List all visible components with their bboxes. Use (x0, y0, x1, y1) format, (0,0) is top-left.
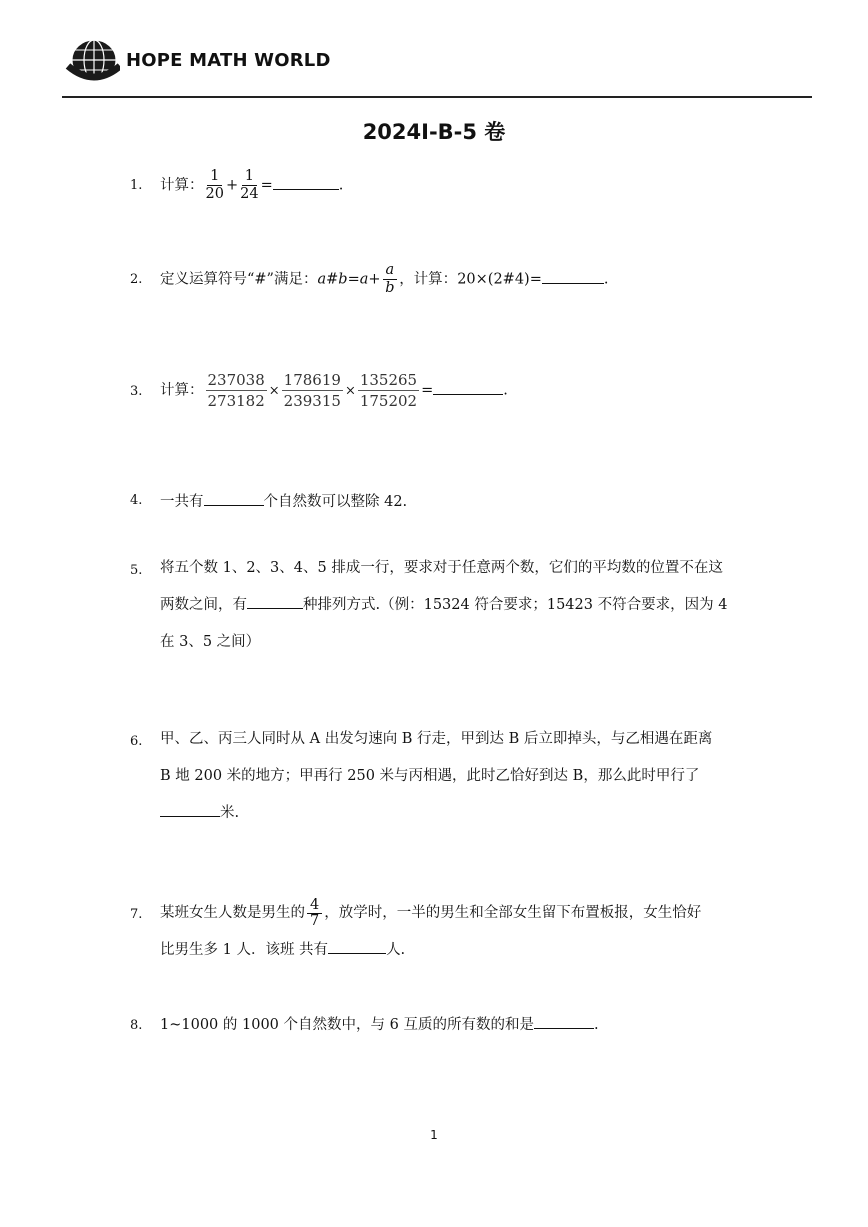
question-number: 1. (130, 178, 143, 193)
answer-blank[interactable] (433, 394, 503, 395)
period: . (603, 271, 609, 288)
def-a: a (359, 271, 369, 288)
times-sign: × (344, 383, 356, 399)
q7-text: 某班女生人数是男生的 (160, 905, 305, 921)
fraction (206, 370, 267, 411)
answer-blank[interactable] (328, 953, 386, 954)
q7-text: 比男生多 1 人．该班 共有 (160, 942, 329, 958)
question-number: 8. (130, 1018, 143, 1033)
globe-logo-icon (64, 36, 120, 86)
numerator: 1 (207, 168, 222, 186)
header-rule (62, 96, 812, 98)
denominator: 7 (310, 912, 320, 929)
numerator: 4 (307, 898, 322, 914)
q5-line: 将五个数 1、2、3、4、5 排成一行，要求对于任意两个数，它们的平均数的位置不在这 (160, 560, 723, 576)
numerator: 178619 (283, 371, 341, 389)
plus-sign: + (368, 271, 381, 288)
fraction (282, 370, 343, 411)
question-2 (160, 262, 608, 297)
numerator: 1 (242, 168, 257, 186)
question-4 (160, 484, 407, 521)
question-7 (160, 895, 810, 969)
q6-line: 甲、乙、丙三人同时从 A 出发匀速向 B 行走，甲到达 B 后立即掉头，与乙相遇在距离 (160, 731, 713, 747)
question-5 (160, 550, 810, 661)
numerator: 237038 (207, 371, 265, 389)
q7-line (160, 932, 810, 969)
q5-text: 种排列方式.（例：15324 符合要求；15423 不符合要求，因为 4 (303, 597, 728, 613)
answer-blank[interactable] (542, 283, 604, 284)
q5-text: 两数之间，有 (160, 597, 247, 613)
times-sign: × (268, 383, 280, 399)
q6-text: 米. (220, 805, 240, 821)
page-title: 2024I-B-5 卷 (362, 120, 506, 144)
question-number: 2. (130, 272, 143, 287)
denominator: 20 (205, 186, 224, 202)
fraction (358, 370, 419, 411)
q4-text: 一共有 (160, 494, 204, 510)
fraction (206, 168, 224, 203)
answer-blank[interactable] (273, 189, 339, 190)
q7-text: 人. (386, 942, 406, 958)
question-number: 7. (130, 907, 143, 922)
answer-blank[interactable] (204, 505, 264, 506)
plus-sign: + (225, 177, 239, 194)
answer-blank[interactable] (160, 816, 220, 817)
denominator: 175202 (359, 392, 418, 410)
denominator: 239315 (283, 392, 341, 410)
q8-text: 1~1000 的 1000 个自然数中，与 6 互质的所有数的和是 (160, 1017, 534, 1033)
equals-sign: = (260, 177, 273, 194)
denominator: 273182 (207, 392, 265, 410)
period: . (503, 382, 508, 399)
equals-sign: = (529, 271, 542, 288)
q6-line (160, 795, 810, 832)
numerator: 135265 (359, 371, 418, 389)
question-6 (160, 721, 810, 832)
fraction (307, 898, 322, 929)
fraction (383, 262, 398, 297)
equals-sign: = (347, 271, 360, 288)
q7-text: ，放学时，一半的男生和全部女生留下布置板报，女生恰好 (324, 905, 702, 921)
equals-sign: = (421, 382, 434, 399)
brand-name: HOPE MATH WORLD (126, 50, 331, 71)
expression: 20×(2#4) (457, 271, 530, 288)
q4-text: 个自然数可以整除 42. (263, 494, 408, 510)
q7-line (160, 895, 810, 932)
question-number: 3. (130, 384, 143, 399)
answer-blank[interactable] (247, 608, 303, 609)
q6-line: B 地 200 米的地方；甲再行 250 米与丙相遇，此时乙恰好到达 B，那么此时甲行了 (160, 768, 700, 784)
page-number: 1 (430, 1128, 438, 1142)
period: . (338, 177, 344, 194)
question-1 (160, 168, 343, 203)
question-number: 5. (130, 563, 143, 578)
question-number: 6. (130, 734, 143, 749)
question-8 (160, 1007, 599, 1044)
q3-label: 计算： (160, 382, 204, 399)
question-3 (160, 370, 508, 411)
denominator: 24 (240, 186, 259, 202)
q5-line (160, 587, 810, 624)
denominator: b (385, 280, 395, 296)
answer-blank[interactable] (534, 1028, 594, 1029)
numerator: a (383, 262, 398, 280)
fraction (240, 168, 258, 203)
period: . (593, 1017, 599, 1033)
q2-text: ，计算： (399, 271, 458, 288)
q1-label: 计算： (160, 177, 204, 194)
q2-text: 定义运算符号“#”满足： (160, 271, 318, 288)
question-number: 4. (130, 493, 143, 508)
def-lhs: a#b (317, 271, 348, 288)
q5-line: 在 3、5 之间） (160, 634, 261, 650)
